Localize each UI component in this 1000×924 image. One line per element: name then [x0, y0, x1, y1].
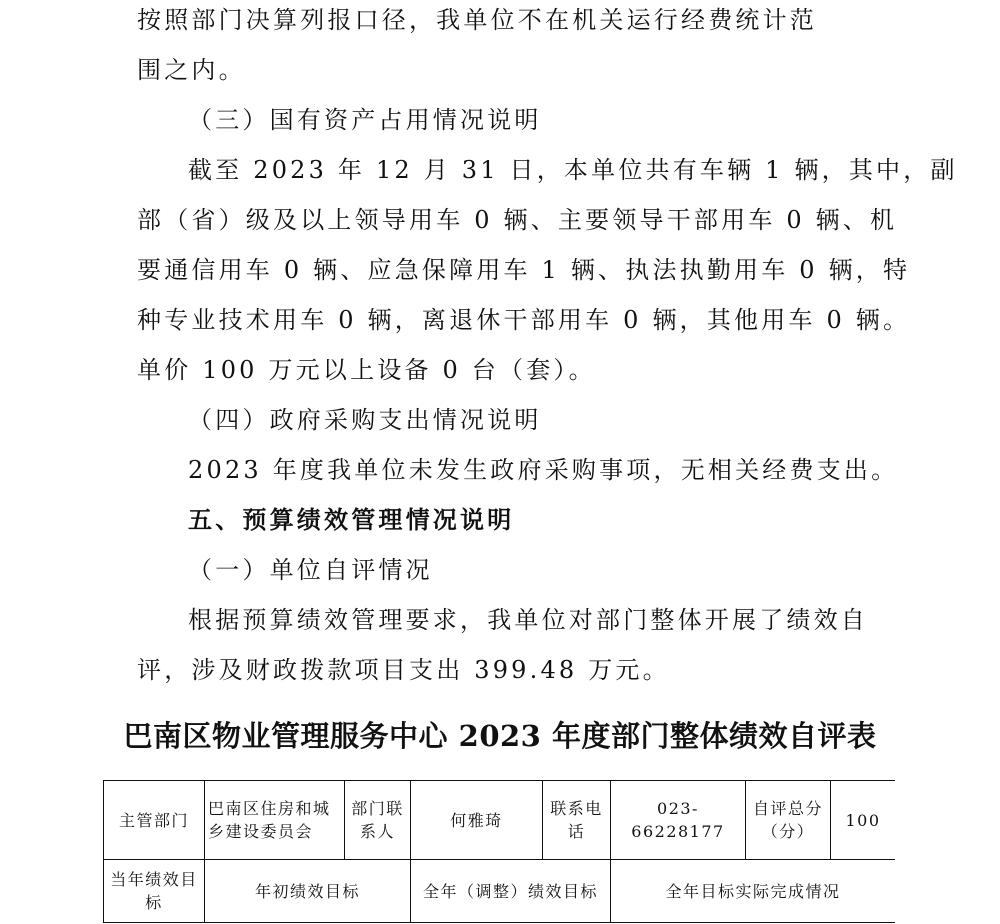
score-value: 100 [831, 781, 896, 860]
adjusted-goal-header: 全年（调整）绩效目标 [411, 860, 611, 923]
supervisor-value: 巴南区住房和城乡建设委员会 [205, 781, 345, 860]
paragraph-line: 围之内。 [137, 56, 246, 84]
phone-value: 023-66228177 [611, 781, 746, 860]
initial-goal-header: 年初绩效目标 [205, 860, 411, 923]
section-heading-performance: 五、预算绩效管理情况说明 [188, 505, 515, 534]
paragraph-line: 评，涉及财政拨款项目支出 399.48 万元。 [137, 656, 670, 684]
paragraph-line: 根据预算绩效管理要求，我单位对部门整体开展了绩效自 [188, 606, 868, 634]
paragraph-line: 截至 2023 年 12 月 31 日，本单位共有车辆 1 辆，其中，副 [188, 156, 958, 184]
supervisor-label: 主管部门 [104, 781, 205, 860]
phone-label: 联系电话 [543, 781, 611, 860]
table-title: 巴南区物业管理服务中心 2023 年度部门整体绩效自评表 [123, 719, 877, 753]
evaluation-table [103, 780, 895, 923]
section-heading-assets: （三）国有资产占用情况说明 [188, 106, 542, 134]
contact-value: 何雅琦 [411, 781, 543, 860]
paragraph-line: 2023 年度我单位未发生政府采购事项，无相关经费支出。 [188, 456, 899, 484]
completion-header: 全年目标实际完成情况 [611, 860, 896, 923]
paragraph-line: 种专业技术用车 0 辆，离退休干部用车 0 辆，其他用车 0 辆。 [137, 306, 911, 334]
score-label: 自评总分（分） [746, 781, 831, 860]
contact-label: 部门联系人 [345, 781, 411, 860]
paragraph-line: 要通信用车 0 辆、应急保障用车 1 辆、执法执勤用车 0 辆，特 [137, 256, 911, 284]
evaluation-table-wrapper [103, 780, 895, 924]
paragraph-line: 单价 100 万元以上设备 0 台（套）。 [137, 356, 596, 384]
paragraph-line: 部（省）级及以上领导用车 0 辆、主要领导干部用车 0 辆、机 [137, 206, 898, 234]
paragraph-line: 按照部门决算列报口径，我单位不在机关运行经费统计范 [137, 6, 817, 34]
section-heading-procurement: （四）政府采购支出情况说明 [188, 406, 542, 434]
goal-label: 当年绩效目标 [104, 860, 205, 923]
section-heading-self-evaluation: （一）单位自评情况 [188, 556, 433, 584]
table-row [104, 860, 896, 923]
table-row [104, 781, 896, 860]
